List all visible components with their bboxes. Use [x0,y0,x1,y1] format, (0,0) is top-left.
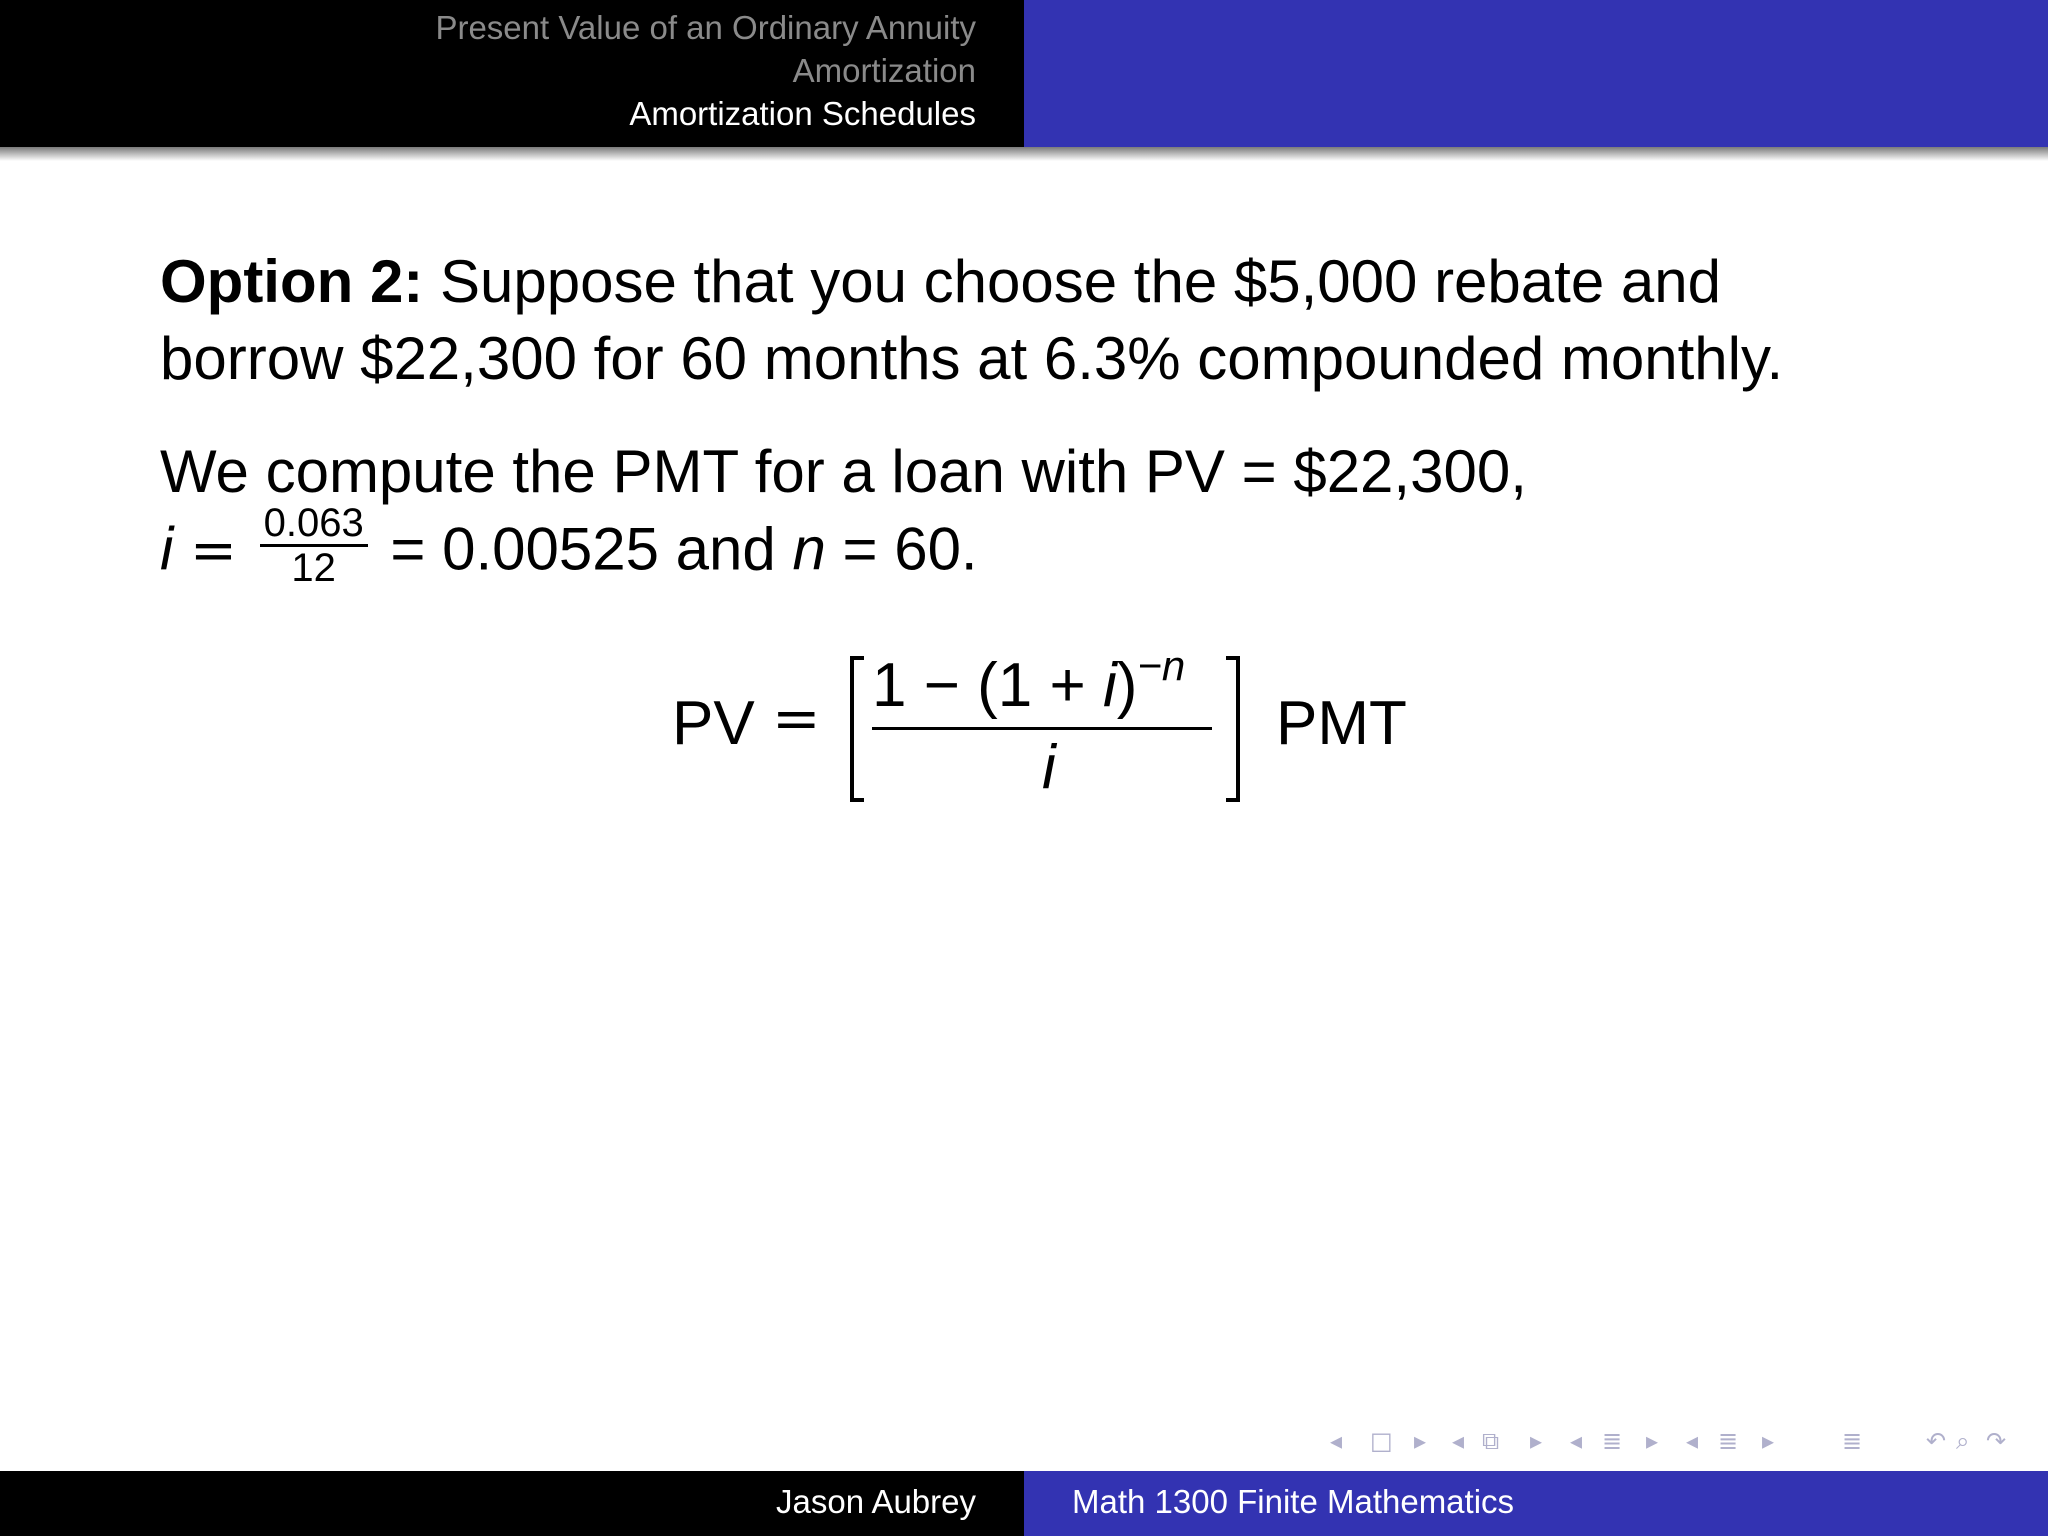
formula-rhs: PMT [1276,689,1407,758]
footer-author-panel [0,1471,1024,1536]
footer-course-panel [1024,1471,2048,1536]
footer-course: Math 1300 Finite Mathematics [1072,1483,1515,1520]
header-accent-panel [1024,0,2048,147]
nav-section-present-value[interactable]: Present Value of an Ordinary Annuity [435,9,976,46]
undo-icon[interactable]: ↶ [1926,1427,1947,1455]
option-paragraph [160,243,1783,397]
arrow-left-icon[interactable]: ◂ [1452,1427,1465,1455]
rate-value: = 0.00525 and [390,515,793,583]
subsection-list-icon[interactable]: ≣ [1602,1427,1623,1455]
n-value: = 60. [842,515,978,583]
compute-line-2 [160,501,1527,597]
formula-denominator: i [1042,733,1056,802]
compute-paragraph [160,433,1527,597]
rate-fraction-denominator: 12 [291,546,336,590]
nav-section-amortization-schedules[interactable]: Amortization Schedules [629,95,976,132]
fraction-bar [872,727,1212,730]
option-text-1: Suppose that you choose the $5,000 rebate and [423,248,1721,315]
formula-numerator [872,642,1186,721]
arrow-left-icon[interactable]: ◂ [1330,1427,1343,1455]
toc-icon[interactable]: ≣ [1842,1427,1863,1455]
rate-fraction [260,502,368,589]
var-i: i [160,515,174,583]
option-line-1 [160,243,1783,320]
arrow-right-icon[interactable]: ▸ [1646,1427,1659,1455]
formula-lhs: PV [672,689,755,758]
arrow-left-icon[interactable]: ◂ [1570,1427,1583,1455]
option-label: Option 2: [160,248,424,315]
var-n: n [792,515,826,583]
section-list-icon[interactable]: ≣ [1718,1427,1739,1455]
right-bracket [1226,656,1240,802]
rate-fraction-numerator: 0.063 [260,502,368,547]
numerator-exponent: −n [1137,642,1186,689]
pv-formula [672,642,1412,810]
beamer-navigation [1330,1424,2030,1458]
redo-icon[interactable]: ↷ [1986,1427,2007,1455]
numerator-i: i [1102,651,1117,720]
compute-line-1: We compute the PMT for a loan with PV = $22,300, [160,438,1527,505]
header-section-panel [0,0,1024,147]
left-bracket [850,656,864,802]
header-shadow [0,147,2048,161]
arrow-left-icon[interactable]: ◂ [1686,1427,1699,1455]
formula-equals: = [772,684,821,752]
equals-sign: = [190,518,237,584]
search-icon[interactable]: ⌕ [1956,1427,1970,1455]
slide-header [0,0,2048,147]
arrow-right-icon[interactable]: ▸ [1762,1427,1775,1455]
option-line-2: borrow $22,300 for 60 months at 6.3% compounded monthly. [160,325,1784,392]
footer-author: Jason Aubrey [776,1483,976,1520]
frame-icon[interactable]: □ [1370,1427,1393,1455]
arrow-right-icon[interactable]: ▸ [1530,1427,1543,1455]
subsection-icon[interactable]: ⧉ [1482,1427,1500,1455]
arrow-right-icon[interactable]: ▸ [1414,1427,1427,1455]
numerator-prefix: 1 − (1 + [872,651,1103,720]
nav-section-amortization[interactable]: Amortization [792,52,976,89]
numerator-close: ) [1116,651,1138,720]
